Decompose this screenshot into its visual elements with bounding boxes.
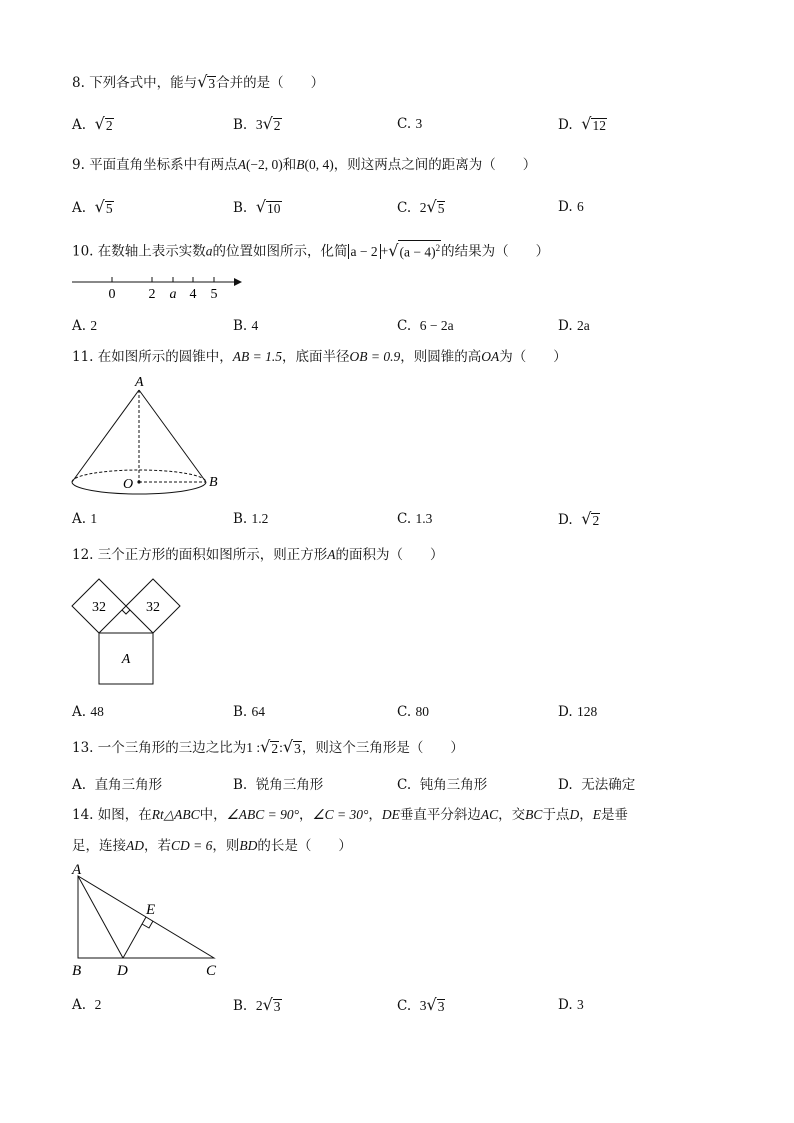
- cone-left-side: [72, 390, 139, 482]
- label-o: O: [123, 477, 134, 492]
- cone-base-front: [72, 482, 206, 494]
- question-14-stem-line2: 足，连接AD，若CD = 6，则BD的长是（ ）: [72, 838, 352, 854]
- cone-figure: [66, 372, 226, 497]
- segment-ad: [78, 876, 123, 958]
- left-square-area: 32: [92, 600, 106, 615]
- label-a: A: [135, 375, 144, 390]
- label-c: C: [206, 963, 217, 979]
- number-line: [66, 270, 256, 304]
- option-14b[interactable]: B. 2 √ 3: [233, 995, 281, 1014]
- question-11-stem: 11. 在如图所示的圆锥中，AB = 1.5，底面半径OB = 0.9，则圆锥的高OA为（ ）: [72, 349, 567, 365]
- cone-right-side: [139, 390, 206, 482]
- point-o: [137, 480, 140, 483]
- option-10b[interactable]: B. 4: [233, 318, 259, 334]
- option-9d[interactable]: D. 6: [558, 199, 584, 215]
- axis-label-2: 2: [148, 287, 156, 302]
- option-13c[interactable]: C. 钝角三角形: [397, 777, 488, 793]
- question-14-stem-line1: 14. 如图，在Rt△ABC中，∠ABC = 90°，∠C = 30°，DE垂直平分斜边AC，交BC于点D，E是垂: [72, 807, 628, 823]
- option-14c[interactable]: C. 3 √ 3: [397, 995, 445, 1014]
- label-b: B: [72, 963, 82, 979]
- option-13a[interactable]: A. 直角三角形: [72, 777, 163, 793]
- right-angle-mark: [122, 610, 130, 614]
- option-9c[interactable]: C. 2 √ 5: [397, 197, 445, 216]
- question-12-stem: 12. 三个正方形的面积如图所示，则正方形A的面积为（ ）: [72, 547, 444, 563]
- segment-de: [123, 917, 146, 958]
- option-8c[interactable]: C. 3: [397, 116, 423, 132]
- option-11a[interactable]: A. 1: [72, 511, 98, 527]
- option-8d[interactable]: D. √ 12: [558, 114, 606, 133]
- question-9-stem: 9. 平面直角坐标系中有两点A(−2, 0)和B(0, 4)，则这两点之间的距离为（ ）: [72, 157, 537, 173]
- triangle-figure: [66, 862, 236, 982]
- label-d: D: [117, 963, 128, 979]
- option-14d[interactable]: D. 3: [558, 997, 584, 1013]
- option-11b[interactable]: B. 1.2: [233, 511, 269, 527]
- option-8a[interactable]: A. √ 2: [72, 114, 113, 133]
- axis-label-5: 5: [210, 287, 218, 302]
- option-12b[interactable]: B. 64: [233, 704, 266, 720]
- question-13-stem: 13. 一个三角形的三边之比为1 : √ 2 : √ 3 ，则这个三角形是（ ）: [72, 737, 464, 756]
- option-9a[interactable]: A. √ 5: [72, 197, 113, 216]
- option-11c[interactable]: C. 1.3: [397, 511, 433, 527]
- question-10-stem: 10. 在数轴上表示实数a的位置如图所示，化简 a − 2 + √ $(a - 4)^2$ 的结果为（ ）: [72, 240, 550, 260]
- option-13d[interactable]: D. 无法确定: [558, 777, 636, 793]
- option-9b[interactable]: B. √ 10: [233, 197, 281, 216]
- option-10a[interactable]: A. 2: [72, 318, 98, 334]
- option-11d[interactable]: D. √ 2: [558, 509, 600, 528]
- right-square-area: 32: [146, 600, 160, 615]
- option-14a[interactable]: A. 2: [72, 997, 102, 1013]
- squares-figure: [66, 574, 186, 690]
- label-e: E: [146, 902, 156, 918]
- option-12c[interactable]: C. 80: [397, 704, 429, 720]
- option-10d[interactable]: D. 2a: [558, 318, 590, 334]
- option-12d[interactable]: D. 128: [558, 704, 598, 720]
- label-a: A: [72, 862, 82, 878]
- axis-label-0: 0: [108, 287, 116, 302]
- question-8-stem: 8. 下列各式中，能与 √ 3 合并的是（ ）: [72, 72, 325, 91]
- option-12a[interactable]: A. 48: [72, 704, 104, 720]
- option-13b[interactable]: B. 锐角三角形: [233, 777, 324, 793]
- option-8b[interactable]: B. 3 √ 2: [233, 114, 281, 133]
- square-a-label: A: [121, 652, 131, 667]
- option-10c[interactable]: C. 6 − 2a: [397, 318, 454, 334]
- axis-label-a: a: [169, 287, 177, 302]
- label-b: B: [209, 475, 218, 490]
- axis-label-4: 4: [189, 287, 197, 302]
- number-line-arrow-icon: [234, 278, 242, 286]
